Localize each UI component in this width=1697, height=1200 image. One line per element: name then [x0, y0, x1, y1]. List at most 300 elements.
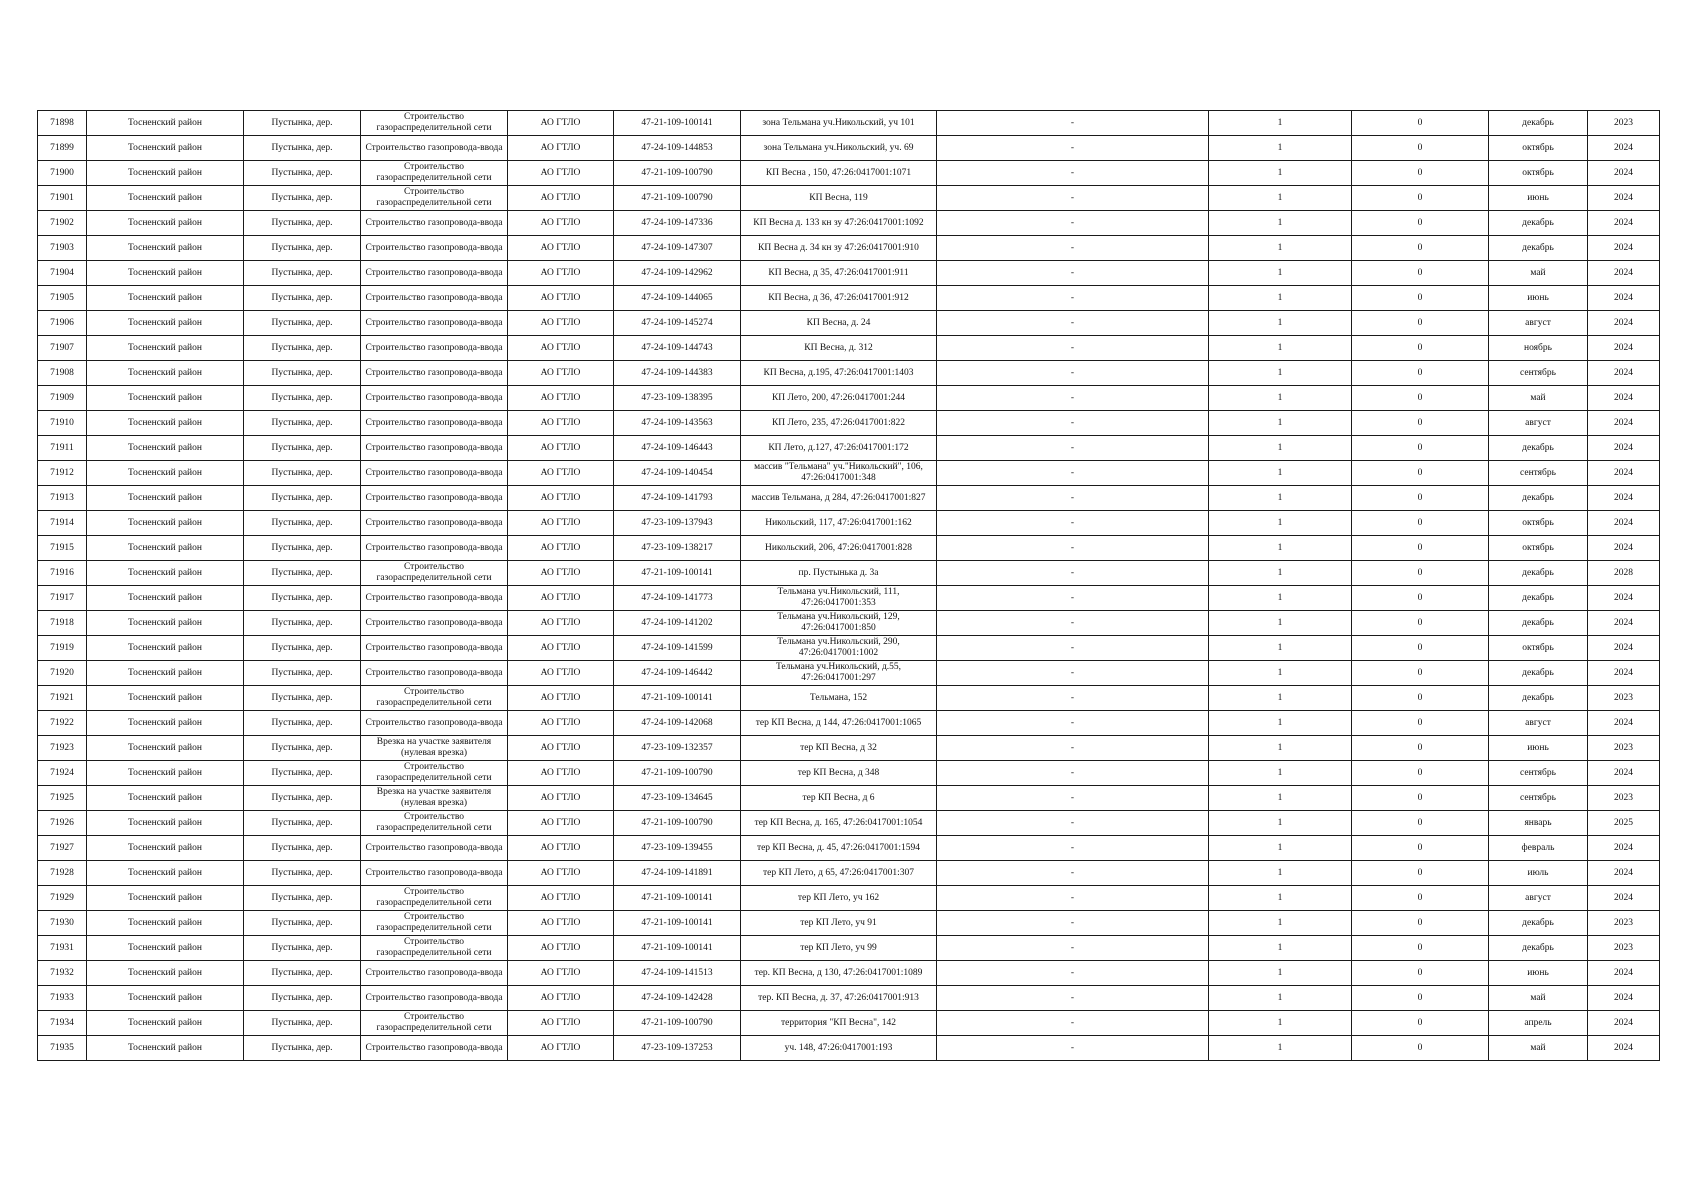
cell-work-type: Строительство газопровода-ввода	[361, 411, 508, 436]
cell-year: 2024	[1588, 711, 1660, 736]
cell-year: 2024	[1588, 461, 1660, 486]
cell-year: 2024	[1588, 361, 1660, 386]
cell-year: 2024	[1588, 386, 1660, 411]
table-row	[38, 286, 1660, 311]
cell-quantity-1: 1	[1209, 986, 1352, 1011]
cell-number: 71902	[38, 211, 87, 236]
cell-address: тер КП Лето, уч 99	[741, 936, 937, 961]
cell-address: Тельмана уч.Никольский, 290, 47:26:0417001:1002	[741, 636, 937, 661]
cell-quantity-1: 1	[1209, 561, 1352, 586]
cell-quantity-0: 0	[1352, 636, 1489, 661]
cell-work-type: Строительство газопровода-ввода	[361, 961, 508, 986]
cell-application-id: 47-24-109-144743	[614, 336, 741, 361]
cell-number: 71932	[38, 961, 87, 986]
cell-quantity-1: 1	[1209, 786, 1352, 811]
cell-address: территория "КП Весна", 142	[741, 1011, 937, 1036]
cell-organization: АО ГТЛО	[508, 311, 614, 336]
cell-address: тер КП Весна, д 348	[741, 761, 937, 786]
cell-locality: Пустынка, дер.	[244, 961, 361, 986]
cell-dash: -	[937, 236, 1209, 261]
cell-work-type: Строительство газораспределительной сети	[361, 936, 508, 961]
cell-organization: АО ГТЛО	[508, 811, 614, 836]
cell-number: 71908	[38, 361, 87, 386]
table-row	[38, 211, 1660, 236]
cell-quantity-0: 0	[1352, 861, 1489, 886]
cell-address: зона Тельмана уч.Никольский, уч 101	[741, 111, 937, 136]
cell-quantity-0: 0	[1352, 986, 1489, 1011]
cell-work-type: Строительство газораспределительной сети	[361, 761, 508, 786]
cell-year: 2024	[1588, 1011, 1660, 1036]
cell-organization: АО ГТЛО	[508, 236, 614, 261]
cell-quantity-0: 0	[1352, 786, 1489, 811]
cell-month: декабрь	[1489, 611, 1588, 636]
cell-year: 2024	[1588, 211, 1660, 236]
cell-address: тер. КП Весна, д. 37, 47:26:0417001:913	[741, 986, 937, 1011]
cell-dash: -	[937, 961, 1209, 986]
cell-organization: АО ГТЛО	[508, 961, 614, 986]
cell-quantity-0: 0	[1352, 961, 1489, 986]
cell-application-id: 47-24-109-147307	[614, 236, 741, 261]
cell-application-id: 47-21-109-100790	[614, 811, 741, 836]
cell-district: Тосненский район	[87, 261, 244, 286]
cell-district: Тосненский район	[87, 436, 244, 461]
cell-application-id: 47-24-109-146442	[614, 661, 741, 686]
cell-locality: Пустынка, дер.	[244, 136, 361, 161]
cell-locality: Пустынка, дер.	[244, 936, 361, 961]
cell-organization: АО ГТЛО	[508, 211, 614, 236]
cell-application-id: 47-21-109-100141	[614, 936, 741, 961]
cell-quantity-1: 1	[1209, 586, 1352, 611]
cell-organization: АО ГТЛО	[508, 136, 614, 161]
cell-month: июль	[1489, 861, 1588, 886]
cell-dash: -	[937, 986, 1209, 1011]
cell-application-id: 47-24-109-141773	[614, 586, 741, 611]
cell-locality: Пустынка, дер.	[244, 1011, 361, 1036]
cell-organization: АО ГТЛО	[508, 636, 614, 661]
table-row	[38, 536, 1660, 561]
cell-month: май	[1489, 986, 1588, 1011]
cell-application-id: 47-21-109-100141	[614, 686, 741, 711]
cell-district: Тосненский район	[87, 561, 244, 586]
cell-district: Тосненский район	[87, 586, 244, 611]
cell-dash: -	[937, 611, 1209, 636]
cell-dash: -	[937, 286, 1209, 311]
cell-quantity-1: 1	[1209, 361, 1352, 386]
cell-address: тер КП Весна, д 144, 47:26:0417001:1065	[741, 711, 937, 736]
cell-district: Тосненский район	[87, 661, 244, 686]
cell-number: 71929	[38, 886, 87, 911]
cell-quantity-1: 1	[1209, 111, 1352, 136]
cell-application-id: 47-21-109-100790	[614, 761, 741, 786]
cell-locality: Пустынка, дер.	[244, 261, 361, 286]
cell-application-id: 47-21-109-100141	[614, 561, 741, 586]
cell-address: Тельмана уч.Никольский, 129, 47:26:0417001:850	[741, 611, 937, 636]
cell-work-type: Строительство газопровода-ввода	[361, 861, 508, 886]
table-row	[38, 836, 1660, 861]
cell-dash: -	[937, 836, 1209, 861]
cell-number: 71898	[38, 111, 87, 136]
cell-locality: Пустынка, дер.	[244, 761, 361, 786]
cell-work-type: Строительство газопровода-ввода	[361, 536, 508, 561]
cell-district: Тосненский район	[87, 836, 244, 861]
cell-district: Тосненский район	[87, 136, 244, 161]
cell-dash: -	[937, 261, 1209, 286]
cell-address: КП Весна д. 34 кн зу 47:26:0417001:910	[741, 236, 937, 261]
cell-application-id: 47-23-109-138395	[614, 386, 741, 411]
cell-application-id: 47-24-109-141202	[614, 611, 741, 636]
cell-month: апрель	[1489, 1011, 1588, 1036]
cell-quantity-0: 0	[1352, 761, 1489, 786]
cell-work-type: Строительство газопровода-ввода	[361, 311, 508, 336]
cell-organization: АО ГТЛО	[508, 986, 614, 1011]
cell-quantity-1: 1	[1209, 261, 1352, 286]
table-body	[38, 111, 1660, 1061]
cell-work-type: Строительство газопровода-ввода	[361, 611, 508, 636]
cell-year: 2024	[1588, 886, 1660, 911]
table-row	[38, 961, 1660, 986]
cell-address: Никольский, 206, 47:26:0417001:828	[741, 536, 937, 561]
cell-number: 71907	[38, 336, 87, 361]
cell-quantity-0: 0	[1352, 211, 1489, 236]
cell-year: 2023	[1588, 111, 1660, 136]
cell-address: зона Тельмана уч.Никольский, уч. 69	[741, 136, 937, 161]
cell-year: 2024	[1588, 186, 1660, 211]
cell-work-type: Строительство газопровода-ввода	[361, 136, 508, 161]
table-row	[38, 161, 1660, 186]
cell-application-id: 47-24-109-144853	[614, 136, 741, 161]
cell-dash: -	[937, 486, 1209, 511]
table-row	[38, 411, 1660, 436]
table-row	[38, 936, 1660, 961]
cell-organization: АО ГТЛО	[508, 911, 614, 936]
table-row	[38, 386, 1660, 411]
cell-quantity-1: 1	[1209, 336, 1352, 361]
cell-work-type: Строительство газораспределительной сети	[361, 811, 508, 836]
cell-address: КП Весна, 119	[741, 186, 937, 211]
cell-locality: Пустынка, дер.	[244, 686, 361, 711]
cell-quantity-0: 0	[1352, 686, 1489, 711]
cell-district: Тосненский район	[87, 511, 244, 536]
cell-quantity-1: 1	[1209, 411, 1352, 436]
cell-quantity-1: 1	[1209, 811, 1352, 836]
cell-application-id: 47-21-109-100790	[614, 161, 741, 186]
cell-year: 2024	[1588, 486, 1660, 511]
cell-dash: -	[937, 186, 1209, 211]
cell-application-id: 47-24-109-142068	[614, 711, 741, 736]
table-row	[38, 436, 1660, 461]
cell-organization: АО ГТЛО	[508, 386, 614, 411]
cell-dash: -	[937, 786, 1209, 811]
cell-quantity-0: 0	[1352, 586, 1489, 611]
cell-application-id: 47-21-109-100790	[614, 1011, 741, 1036]
cell-month: август	[1489, 711, 1588, 736]
cell-quantity-1: 1	[1209, 311, 1352, 336]
cell-month: август	[1489, 411, 1588, 436]
cell-district: Тосненский район	[87, 311, 244, 336]
cell-organization: АО ГТЛО	[508, 836, 614, 861]
cell-month: май	[1489, 386, 1588, 411]
cell-quantity-1: 1	[1209, 286, 1352, 311]
cell-application-id: 47-24-109-144065	[614, 286, 741, 311]
cell-work-type: Строительство газопровода-ввода	[361, 236, 508, 261]
cell-quantity-1: 1	[1209, 711, 1352, 736]
cell-year: 2024	[1588, 836, 1660, 861]
table-row	[38, 811, 1660, 836]
cell-application-id: 47-23-109-137253	[614, 1036, 741, 1061]
cell-year: 2023	[1588, 786, 1660, 811]
cell-quantity-1: 1	[1209, 461, 1352, 486]
cell-number: 71904	[38, 261, 87, 286]
cell-year: 2024	[1588, 161, 1660, 186]
cell-locality: Пустынка, дер.	[244, 861, 361, 886]
cell-dash: -	[937, 336, 1209, 361]
cell-organization: АО ГТЛО	[508, 111, 614, 136]
cell-quantity-0: 0	[1352, 186, 1489, 211]
table-row	[38, 786, 1660, 811]
cell-locality: Пустынка, дер.	[244, 911, 361, 936]
cell-address: тер КП Лето, уч 162	[741, 886, 937, 911]
cell-quantity-1: 1	[1209, 761, 1352, 786]
cell-organization: АО ГТЛО	[508, 686, 614, 711]
cell-dash: -	[937, 311, 1209, 336]
cell-month: ноябрь	[1489, 336, 1588, 361]
cell-district: Тосненский район	[87, 986, 244, 1011]
cell-district: Тосненский район	[87, 761, 244, 786]
table-row	[38, 336, 1660, 361]
cell-number: 71912	[38, 461, 87, 486]
cell-year: 2023	[1588, 936, 1660, 961]
cell-number: 71923	[38, 736, 87, 761]
table-row	[38, 311, 1660, 336]
cell-year: 2024	[1588, 986, 1660, 1011]
cell-locality: Пустынка, дер.	[244, 286, 361, 311]
cell-number: 71926	[38, 811, 87, 836]
cell-quantity-1: 1	[1209, 736, 1352, 761]
cell-quantity-1: 1	[1209, 936, 1352, 961]
cell-quantity-1: 1	[1209, 661, 1352, 686]
cell-organization: АО ГТЛО	[508, 186, 614, 211]
cell-quantity-1: 1	[1209, 136, 1352, 161]
cell-district: Тосненский район	[87, 936, 244, 961]
cell-quantity-0: 0	[1352, 361, 1489, 386]
cell-number: 71925	[38, 786, 87, 811]
cell-number: 71934	[38, 1011, 87, 1036]
cell-address: Тельмана, 152	[741, 686, 937, 711]
cell-quantity-0: 0	[1352, 811, 1489, 836]
cell-district: Тосненский район	[87, 811, 244, 836]
cell-dash: -	[937, 636, 1209, 661]
cell-quantity-0: 0	[1352, 136, 1489, 161]
cell-address: массив "Тельмана" уч."Никольский", 106, 47:26:0417001:348	[741, 461, 937, 486]
cell-work-type: Строительство газораспределительной сети	[361, 186, 508, 211]
cell-quantity-0: 0	[1352, 936, 1489, 961]
cell-month: октябрь	[1489, 636, 1588, 661]
gasification-table	[37, 110, 1660, 1061]
cell-district: Тосненский район	[87, 611, 244, 636]
cell-year: 2024	[1588, 761, 1660, 786]
cell-organization: АО ГТЛО	[508, 536, 614, 561]
cell-district: Тосненский район	[87, 911, 244, 936]
cell-organization: АО ГТЛО	[508, 561, 614, 586]
cell-work-type: Строительство газопровода-ввода	[361, 1036, 508, 1061]
cell-quantity-0: 0	[1352, 311, 1489, 336]
table-row	[38, 361, 1660, 386]
cell-address: Тельмана уч.Никольский, д.55, 47:26:0417001:297	[741, 661, 937, 686]
cell-address: тер КП Лето, д 65, 47:26:0417001:307	[741, 861, 937, 886]
cell-application-id: 47-24-109-146443	[614, 436, 741, 461]
table-row	[38, 886, 1660, 911]
cell-dash: -	[937, 861, 1209, 886]
cell-locality: Пустынка, дер.	[244, 161, 361, 186]
cell-month: декабрь	[1489, 211, 1588, 236]
cell-organization: АО ГТЛО	[508, 361, 614, 386]
cell-organization: АО ГТЛО	[508, 461, 614, 486]
cell-quantity-1: 1	[1209, 686, 1352, 711]
cell-district: Тосненский район	[87, 186, 244, 211]
cell-work-type: Строительство газопровода-ввода	[361, 361, 508, 386]
cell-dash: -	[937, 136, 1209, 161]
document-sheet	[37, 110, 1659, 1061]
cell-month: май	[1489, 1036, 1588, 1061]
table-row	[38, 911, 1660, 936]
cell-dash: -	[937, 686, 1209, 711]
cell-district: Тосненский район	[87, 786, 244, 811]
cell-work-type: Строительство газопровода-ввода	[361, 661, 508, 686]
table-row	[38, 636, 1660, 661]
cell-quantity-1: 1	[1209, 961, 1352, 986]
cell-quantity-0: 0	[1352, 611, 1489, 636]
cell-year: 2024	[1588, 661, 1660, 686]
cell-number: 71916	[38, 561, 87, 586]
cell-quantity-0: 0	[1352, 336, 1489, 361]
cell-year: 2024	[1588, 536, 1660, 561]
cell-work-type: Строительство газораспределительной сети	[361, 561, 508, 586]
cell-address: тер КП Лето, уч 91	[741, 911, 937, 936]
cell-locality: Пустынка, дер.	[244, 361, 361, 386]
cell-work-type: Строительство газораспределительной сети	[361, 686, 508, 711]
cell-organization: АО ГТЛО	[508, 936, 614, 961]
cell-month: январь	[1489, 811, 1588, 836]
cell-month: декабрь	[1489, 686, 1588, 711]
cell-locality: Пустынка, дер.	[244, 661, 361, 686]
cell-organization: АО ГТЛО	[508, 661, 614, 686]
cell-number: 71917	[38, 586, 87, 611]
cell-locality: Пустынка, дер.	[244, 411, 361, 436]
cell-work-type: Строительство газопровода-ввода	[361, 286, 508, 311]
cell-quantity-0: 0	[1352, 486, 1489, 511]
cell-number: 71933	[38, 986, 87, 1011]
cell-organization: АО ГТЛО	[508, 336, 614, 361]
cell-quantity-1: 1	[1209, 886, 1352, 911]
cell-quantity-0: 0	[1352, 886, 1489, 911]
table-row	[38, 136, 1660, 161]
cell-quantity-0: 0	[1352, 461, 1489, 486]
cell-month: декабрь	[1489, 661, 1588, 686]
cell-quantity-1: 1	[1209, 511, 1352, 536]
table-row	[38, 461, 1660, 486]
cell-month: декабрь	[1489, 111, 1588, 136]
table-row	[38, 511, 1660, 536]
cell-number: 71927	[38, 836, 87, 861]
cell-locality: Пустынка, дер.	[244, 536, 361, 561]
cell-number: 71901	[38, 186, 87, 211]
cell-quantity-1: 1	[1209, 1036, 1352, 1061]
cell-work-type: Строительство газопровода-ввода	[361, 461, 508, 486]
cell-quantity-0: 0	[1352, 261, 1489, 286]
cell-work-type: Строительство газораспределительной сети	[361, 886, 508, 911]
cell-address: КП Весна, д 36, 47:26:0417001:912	[741, 286, 937, 311]
table-row	[38, 561, 1660, 586]
cell-locality: Пустынка, дер.	[244, 986, 361, 1011]
cell-locality: Пустынка, дер.	[244, 611, 361, 636]
cell-dash: -	[937, 661, 1209, 686]
cell-locality: Пустынка, дер.	[244, 561, 361, 586]
cell-quantity-1: 1	[1209, 911, 1352, 936]
cell-month: декабрь	[1489, 561, 1588, 586]
cell-district: Тосненский район	[87, 461, 244, 486]
cell-number: 71899	[38, 136, 87, 161]
cell-month: декабрь	[1489, 486, 1588, 511]
cell-dash: -	[937, 561, 1209, 586]
cell-quantity-1: 1	[1209, 486, 1352, 511]
cell-dash: -	[937, 511, 1209, 536]
cell-organization: АО ГТЛО	[508, 711, 614, 736]
cell-locality: Пустынка, дер.	[244, 511, 361, 536]
cell-district: Тосненский район	[87, 686, 244, 711]
cell-district: Тосненский район	[87, 411, 244, 436]
cell-month: декабрь	[1489, 936, 1588, 961]
cell-year: 2024	[1588, 411, 1660, 436]
cell-dash: -	[937, 461, 1209, 486]
cell-application-id: 47-24-109-141793	[614, 486, 741, 511]
cell-locality: Пустынка, дер.	[244, 186, 361, 211]
cell-locality: Пустынка, дер.	[244, 811, 361, 836]
cell-application-id: 47-24-109-140454	[614, 461, 741, 486]
cell-application-id: 47-23-109-132357	[614, 736, 741, 761]
cell-application-id: 47-24-109-141513	[614, 961, 741, 986]
cell-quantity-0: 0	[1352, 236, 1489, 261]
cell-quantity-0: 0	[1352, 736, 1489, 761]
cell-district: Тосненский район	[87, 336, 244, 361]
cell-quantity-0: 0	[1352, 661, 1489, 686]
cell-district: Тосненский район	[87, 636, 244, 661]
cell-address: КП Весна, д. 24	[741, 311, 937, 336]
cell-district: Тосненский район	[87, 736, 244, 761]
cell-work-type: Врезка на участке заявителя (нулевая врезка)	[361, 786, 508, 811]
cell-application-id: 47-21-109-100141	[614, 886, 741, 911]
cell-organization: АО ГТЛО	[508, 411, 614, 436]
cell-quantity-0: 0	[1352, 411, 1489, 436]
cell-quantity-0: 0	[1352, 836, 1489, 861]
table-row	[38, 661, 1660, 686]
cell-dash: -	[937, 211, 1209, 236]
cell-address: тер КП Весна, д 6	[741, 786, 937, 811]
cell-application-id: 47-24-109-143563	[614, 411, 741, 436]
cell-district: Тосненский район	[87, 111, 244, 136]
cell-number: 71910	[38, 411, 87, 436]
cell-address: КП Весна д. 133 кн зу 47:26:0417001:1092	[741, 211, 937, 236]
cell-year: 2028	[1588, 561, 1660, 586]
cell-quantity-1: 1	[1209, 611, 1352, 636]
cell-organization: АО ГТЛО	[508, 286, 614, 311]
cell-locality: Пустынка, дер.	[244, 711, 361, 736]
cell-number: 71900	[38, 161, 87, 186]
cell-locality: Пустынка, дер.	[244, 386, 361, 411]
cell-year: 2024	[1588, 861, 1660, 886]
cell-number: 71906	[38, 311, 87, 336]
cell-application-id: 47-21-109-100141	[614, 111, 741, 136]
cell-year: 2024	[1588, 336, 1660, 361]
